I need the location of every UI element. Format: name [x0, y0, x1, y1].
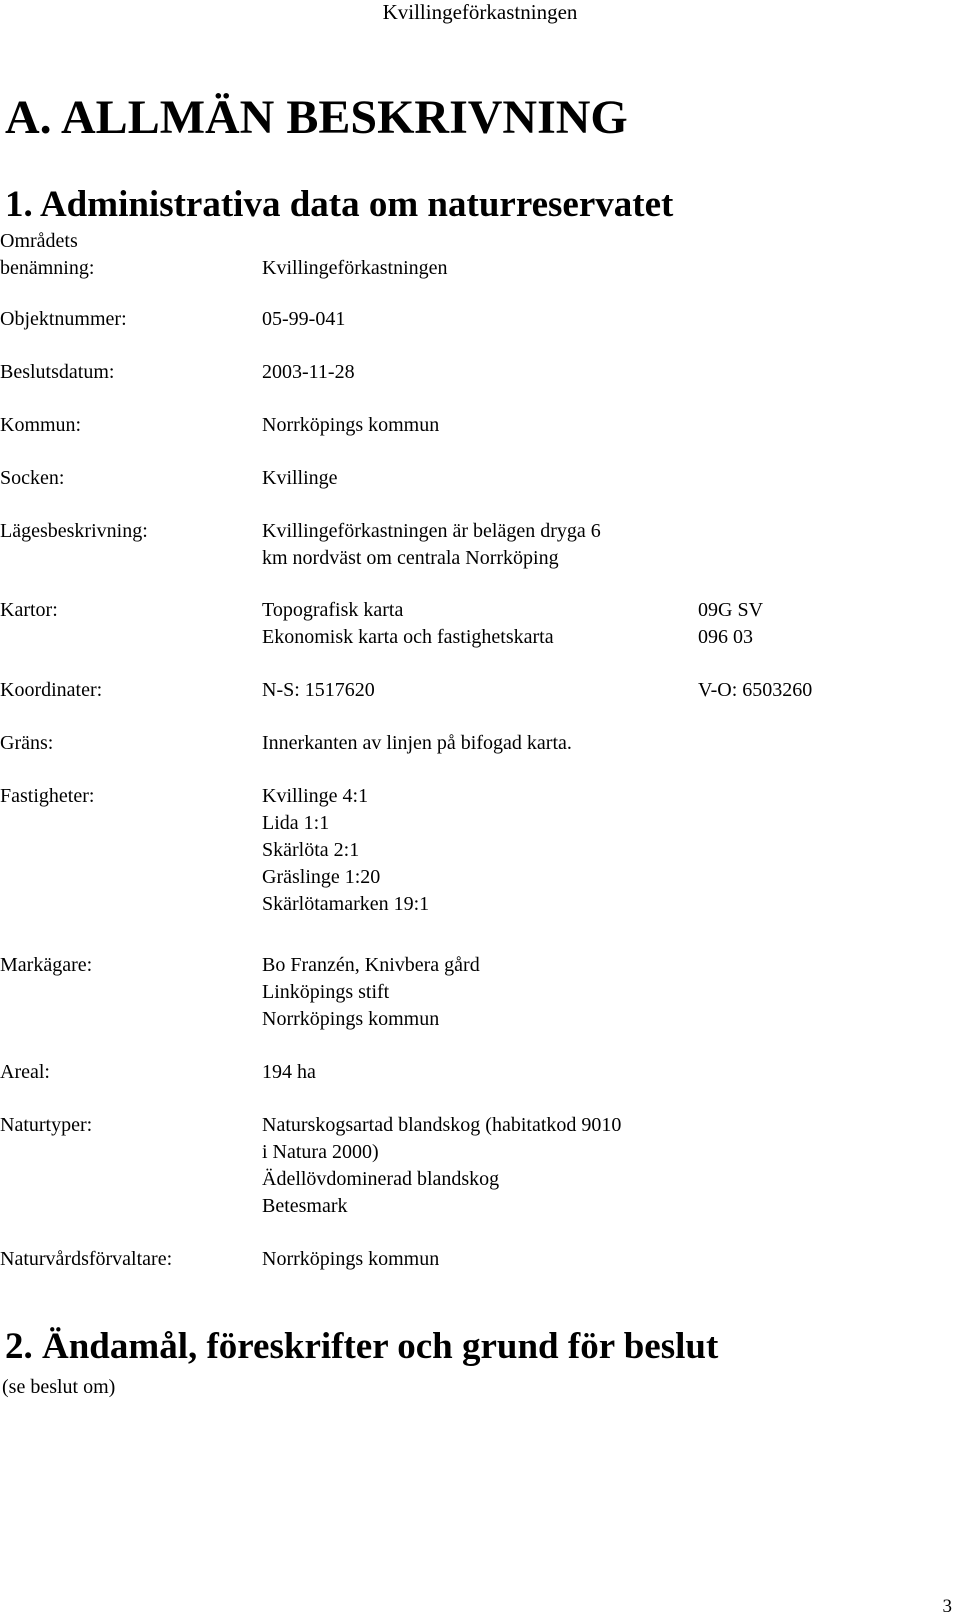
section-1-heading: 1. Administrativa data om naturreservatet — [5, 184, 674, 225]
lagesbeskrivning-line: km nordväst om centrala Norrköping — [262, 547, 559, 569]
omradets-label-line2: benämning: — [0, 257, 95, 279]
omradets-value: Kvillingeförkastningen — [262, 257, 448, 279]
naturtyper-label: Naturtyper: — [0, 1114, 93, 1136]
page-number: 3 — [942, 1596, 952, 1617]
grans-label: Gräns: — [0, 732, 54, 754]
fastighet-item: Skärlöta 2:1 — [262, 839, 360, 861]
kartor-code: 096 03 — [698, 626, 753, 648]
naturtyp-item: i Natura 2000) — [262, 1141, 379, 1163]
kartor-code: 09G SV — [698, 599, 764, 621]
areal-value: 194 ha — [262, 1061, 316, 1083]
koordinater-ns: N-S: 1517620 — [262, 679, 375, 701]
areal-label: Areal: — [0, 1061, 50, 1083]
markagare-label: Markägare: — [0, 954, 93, 976]
running-header: Kvillingeförkastningen — [382, 0, 578, 24]
naturtyper-list — [262, 1112, 621, 1220]
kartor-label: Kartor: — [0, 599, 58, 621]
forvaltare-label: Naturvårdsförvaltare: — [0, 1248, 173, 1270]
fastighet-item: Gräslinge 1:20 — [262, 866, 381, 888]
markagare-list — [262, 952, 480, 1033]
kartor-name: Ekonomisk karta och fastighetskarta — [262, 626, 554, 648]
fastighet-item: Kvillinge 4:1 — [262, 785, 369, 807]
fastigheter-list — [262, 783, 429, 918]
fastighet-item: Lida 1:1 — [262, 812, 330, 834]
lagesbeskrivning-label: Lägesbeskrivning: — [0, 520, 148, 542]
markagare-item: Linköpings stift — [262, 981, 390, 1003]
naturtyp-item: Ädellövdominerad blandskog — [262, 1168, 500, 1190]
lagesbeskrivning-line: Kvillingeförkastningen är belägen dryga 6 — [262, 520, 601, 542]
fastighet-item: Skärlötamarken 19:1 — [262, 893, 430, 915]
section-2-note: (se beslut om) — [2, 1376, 116, 1398]
markagare-item: Bo Franzén, Knivbera gård — [262, 954, 480, 976]
beslutsdatum-label: Beslutsdatum: — [0, 361, 115, 383]
lagesbeskrivning-value — [262, 518, 601, 572]
omradets-label-line1: Områdets — [0, 230, 78, 252]
kartor-name: Topografisk karta — [262, 599, 404, 621]
koordinater-vo: V-O: 6503260 — [698, 679, 813, 701]
kommun-value: Norrköpings kommun — [262, 414, 440, 436]
naturtyp-item: Betesmark — [262, 1195, 348, 1217]
forvaltare-value: Norrköpings kommun — [262, 1248, 440, 1270]
markagare-item: Norrköpings kommun — [262, 1008, 440, 1030]
fastigheter-label: Fastigheter: — [0, 785, 95, 807]
kommun-label: Kommun: — [0, 414, 82, 436]
socken-label: Socken: — [0, 467, 65, 489]
beslutsdatum-value: 2003-11-28 — [262, 361, 355, 383]
grans-value: Innerkanten av linjen på bifogad karta. — [262, 732, 572, 754]
objektnummer-value: 05-99-041 — [262, 308, 346, 330]
naturtyp-item: Naturskogsartad blandskog (habitatkod 9010 — [262, 1114, 622, 1136]
socken-value: Kvillinge — [262, 467, 338, 489]
section-2-heading: 2. Ändamål, föreskrifter och grund för beslut — [5, 1326, 719, 1367]
section-a-heading: A. ALLMÄN BESKRIVNING — [5, 91, 628, 144]
objektnummer-label: Objektnummer: — [0, 308, 127, 330]
koordinater-label: Koordinater: — [0, 679, 103, 701]
